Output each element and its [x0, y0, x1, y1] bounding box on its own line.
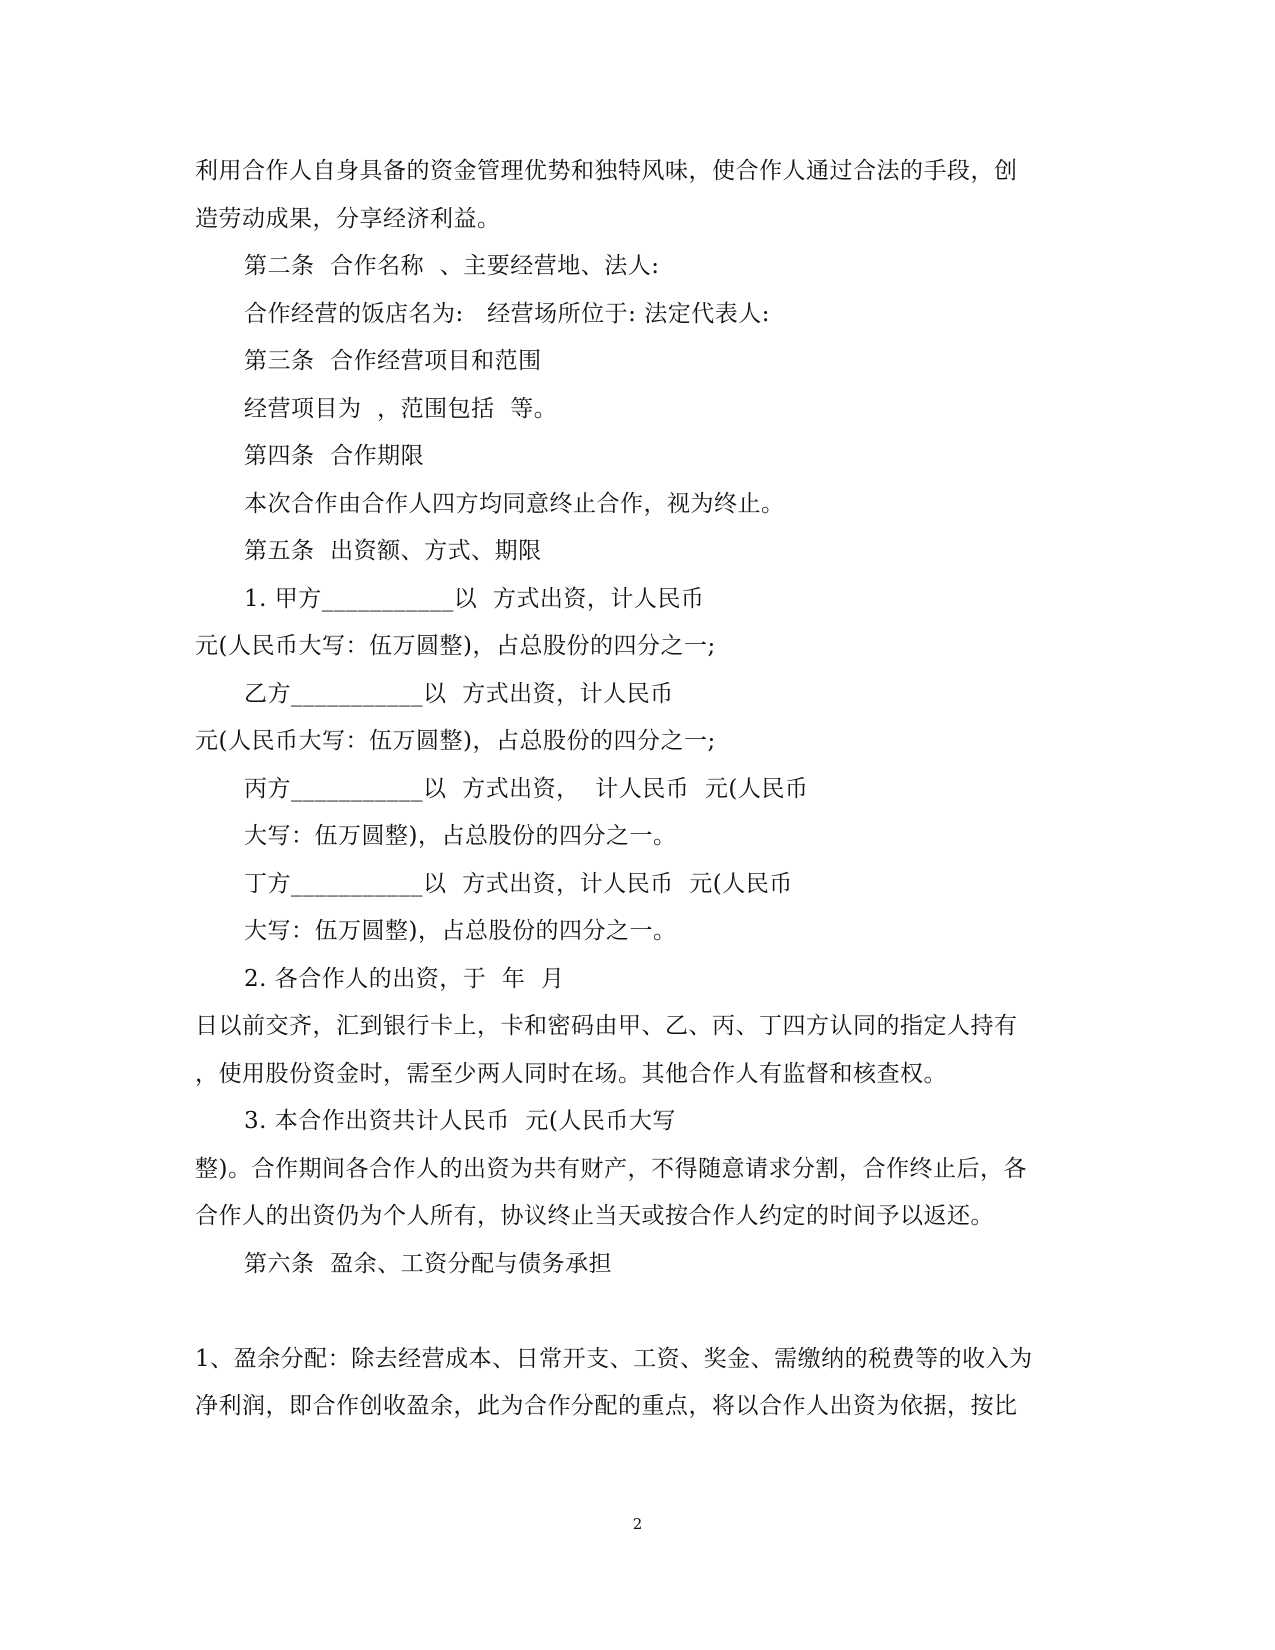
text-line: 经营项目为 ，范围包括 等。 [244, 396, 558, 422]
text-line: 整)。合作期间各合作人的出资为共有财产，不得随意请求分割，合作终止后，各 [195, 1156, 1027, 1182]
text-line: 本次合作由合作人四方均同意终止合作，视为终止。 [244, 491, 785, 517]
text-line: 丁方___________以 方式出资，计人民币 元(人民币 [244, 871, 793, 897]
text-line: 合作人的出资仍为个人所有，协议终止当天或按合作人约定的时间予以返还。 [195, 1203, 994, 1229]
text-line: 造劳动成果，分享经济利益。 [195, 206, 501, 232]
text-line: ，使用股份资金时，需至少两人同时在场。其他合作人有监督和核查权。 [195, 1061, 947, 1087]
article-heading: 第六条 盈余、工资分配与债务承担 [244, 1251, 613, 1277]
text-line: 3. 本合作出资共计人民币 元(人民币大写 [244, 1108, 676, 1134]
text-line: 丙方___________以 方式出资， 计人民币 元(人民币 [244, 776, 809, 802]
page-number: 2 [632, 1515, 643, 1533]
text-line: 净利润，即合作创收盈余，此为合作分配的重点，将以合作人出资为依据，按比 [195, 1393, 1018, 1419]
text-line: 大写：伍万圆整)，占总股份的四分之一。 [244, 823, 677, 849]
article-heading: 第四条 合作期限 [244, 443, 425, 469]
text-line: 乙方___________以 方式出资，计人民币 [244, 681, 674, 707]
text-line: 元(人民币大写：伍万圆整)，占总股份的四分之一; [195, 633, 716, 659]
article-heading: 第二条 合作名称 、主要经营地、法人: [244, 253, 660, 279]
article-heading: 第五条 出资额、方式、期限 [244, 538, 542, 564]
text-line: 元(人民币大写：伍万圆整)，占总股份的四分之一; [195, 728, 716, 754]
text-line: 1、盈余分配：除去经营成本、日常开支、工资、奖金、需缴纳的税费等的收入为 [195, 1346, 1033, 1372]
text-line: 日以前交齐，汇到银行卡上，卡和密码由甲、乙、丙、丁四方认同的指定人持有 [195, 1013, 1018, 1039]
text-line: 2. 各合作人的出资，于 年 月 [244, 966, 565, 992]
text-line: 1. 甲方___________以 方式出资，计人民币 [244, 586, 705, 612]
text-line: 合作经营的饭店名为: 经营场所位于: 法定代表人: [244, 301, 770, 327]
article-heading: 第三条 合作经营项目和范围 [244, 348, 542, 374]
text-line: 利用合作人自身具备的资金管理优势和独特风味，使合作人通过合法的手段，创 [195, 158, 1018, 184]
text-line: 大写：伍万圆整)，占总股份的四分之一。 [244, 918, 677, 944]
